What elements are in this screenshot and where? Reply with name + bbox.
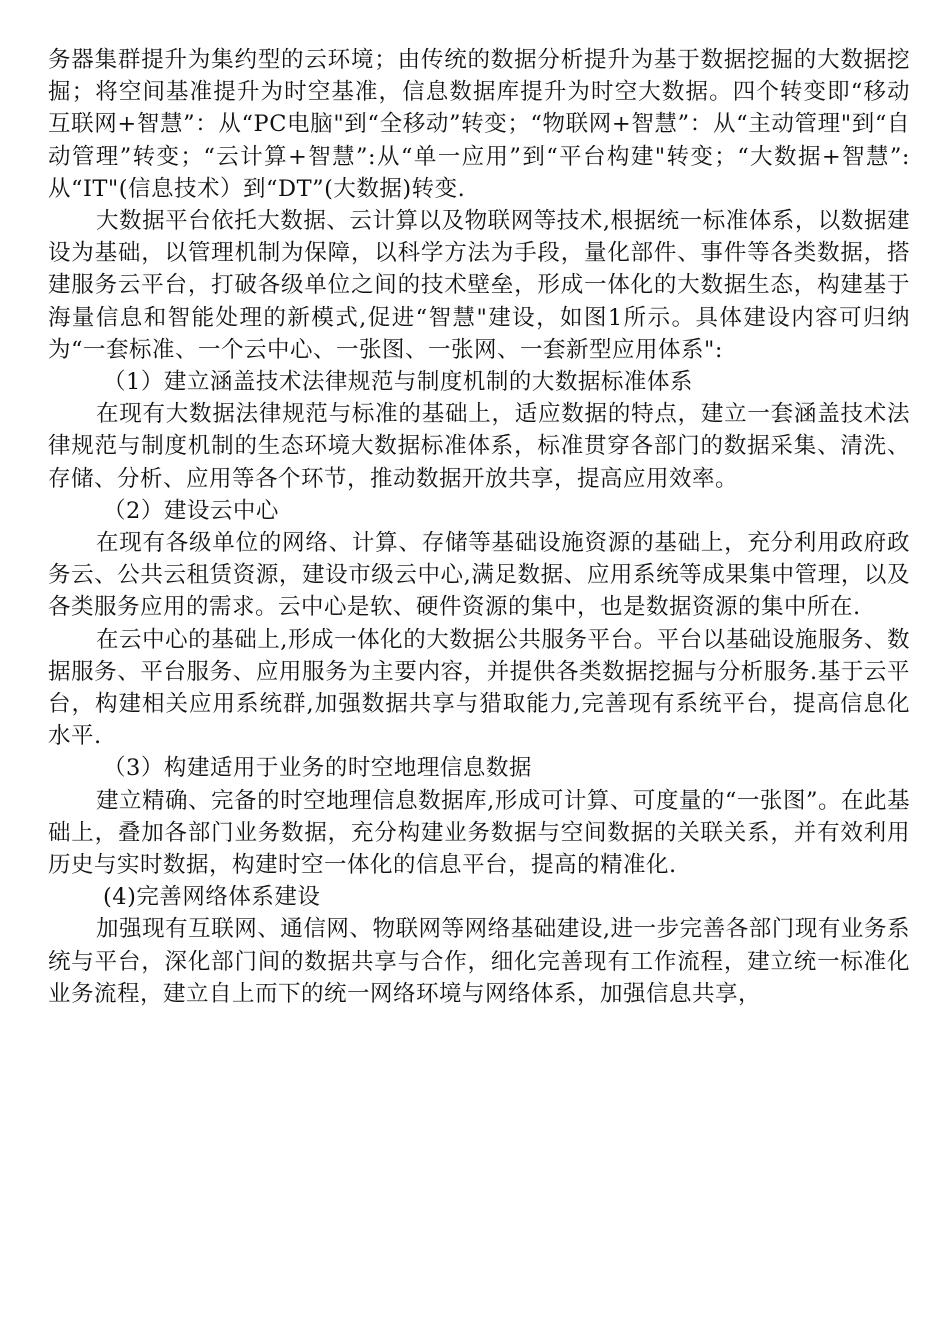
document-page — [48, 44, 910, 1010]
section-heading-2: （2）建设云中心 — [103, 497, 279, 524]
paragraph-cloud-center: 在现有各级单位的网络、计算、存储等基础设施资源的基础上，充分利用政府政务云、公共云租赁资源，建设市级云中心,满足数据、应用系统等成果集中管理，以及各类服务应用的需求。云中心是软、硬件资源的集中，也是数据资源的集中所在. — [48, 530, 910, 621]
section-heading-4: (4)完善网络体系建设 — [103, 884, 321, 911]
section-heading-3: （3）构建适用于业务的时空地理信息数据 — [103, 755, 532, 782]
paragraph-continued: 务器集群提升为集约型的云环境；由传统的数据分析提升为基于数据挖掘的大数据挖掘；将空间基准提升为时空基准，信息数据库提升为时空大数据。四个转变即“移动互联网+智慧”：从“PC电脑"到“全移动”转变；“物联网+智慧”：从“主动管理"到“自动管理”转变；“云计算+智慧”:从“单一应用”到“平台构建"转变；“大数据+智慧”:从“IT"(信息技术）到“DT”(大数据)转变. — [48, 47, 910, 202]
section-heading-1: （1）建立涵盖技术法律规范与制度机制的大数据标准体系 — [103, 369, 693, 396]
paragraph-network-system: 加强现有互联网、通信网、物联网等网络基础建设,进一步完善各部门现有业务系统与平台，深化部门间的数据共享与合作，细化完善现有工作流程，建立统一标准化业务流程，建立自上而下的统一网络环境与网络体系，加强信息共享， — [48, 916, 910, 1007]
paragraph-public-service-platform: 在云中心的基础上,形成一体化的大数据公共服务平台。平台以基础设施服务、数据服务、平台服务、应用服务为主要内容，并提供各类数据挖掘与分析服务.基于云平台，构建相关应用系统群,加强数据共享与猎取能力,完善现有系统平台，提高信息化水平. — [48, 626, 910, 750]
paragraph-standard-system: 在现有大数据法律规范与标准的基础上，适应数据的特点，建立一套涵盖技术法律规范与制度机制的生态环境大数据标准体系，标准贯穿各部门的数据采集、清洗、存储、分析、应用等各个环节，推动数据开放共享，提高应用效率。 — [48, 401, 910, 492]
paragraph-spatiotemporal-data: 建立精确、完备的时空地理信息数据库,形成可计算、可度量的“一张图”。在此基础上，叠加各部门业务数据，充分构建业务数据与空间数据的关联关系，并有效利用历史与实时数据，构建时空一体化的信息平台，提高的精准化. — [48, 787, 910, 879]
paragraph-big-data-platform: 大数据平台依托大数据、云计算以及物联网等技术,根据统一标准体系，以数据建设为基础，以管理机制为保障，以科学方法为手段，量化部件、事件等各类数据，搭建服务云平台，打破各级单位之间的技术壁垒，形成一体化的大数据生态，构建基于海量信息和智能处理的新模式,促进“智慧"建设，如图1所示。具体建设内容可归纳为“一套标准、一个云中心、一张图、一张网、一套新型应用体系": — [48, 208, 910, 363]
